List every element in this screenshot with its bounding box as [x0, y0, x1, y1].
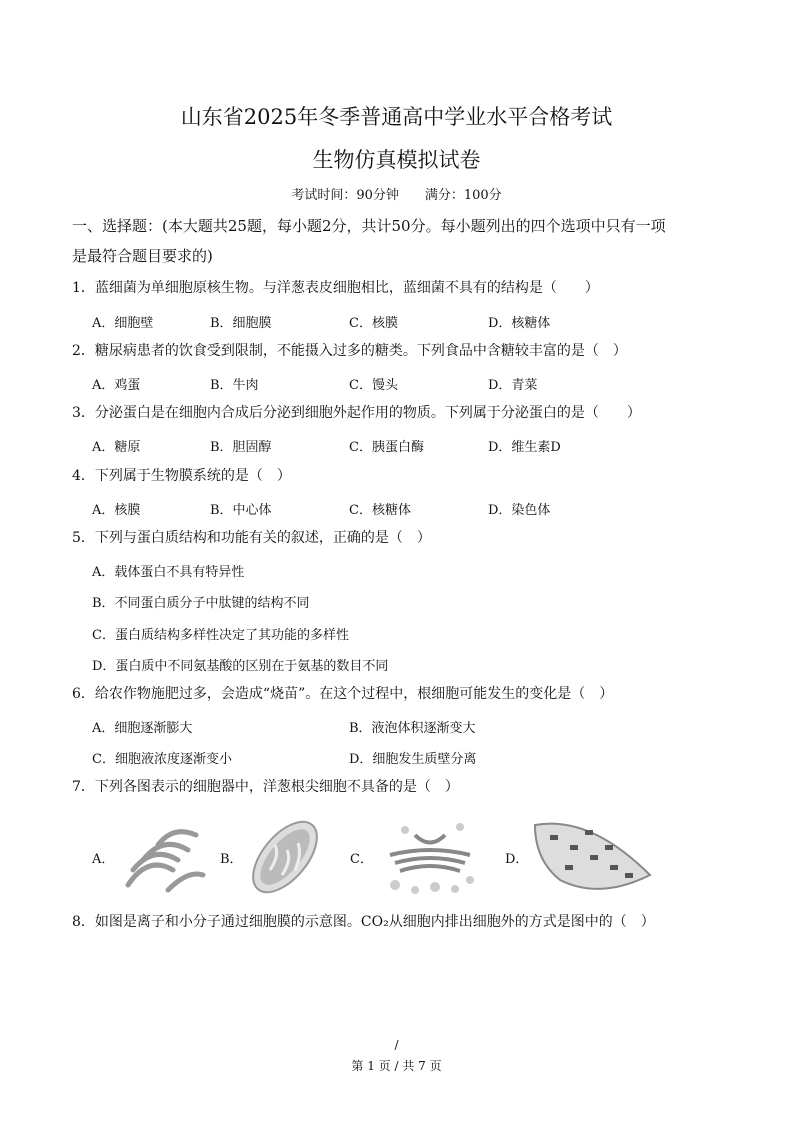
- chloroplast-image: [530, 815, 655, 895]
- section-heading-cont: 是最符合题目要求的): [72, 247, 213, 265]
- q7-option-b: B．: [220, 852, 243, 867]
- question-7: 7．下列各图表示的细胞器中，洋葱根尖细胞不具备的是（ ）: [72, 779, 459, 795]
- exam-title: 山东省2025年冬季普通高中学业水平合格考试: [180, 105, 613, 129]
- q1-option-b: B．细胞膜: [210, 316, 272, 331]
- q6-option-c: C．细胞液浓度逐渐变小: [92, 752, 232, 767]
- q3-option-a: A．糖原: [92, 440, 141, 455]
- q4-option-c: C．核糖体: [349, 503, 411, 518]
- q3-option-d: D．维生素D: [488, 440, 561, 455]
- q2-option-c: C．馒头: [349, 378, 398, 393]
- page-number: 第 1 页 / 共 7 页: [351, 1059, 442, 1073]
- question-2: 2．糖尿病患者的饮食受到限制，不能摄入过多的糖类。下列食品中含糖较丰富的是（ ）: [72, 343, 627, 359]
- q1-option-c: C．核膜: [349, 316, 398, 331]
- q3-option-b: B．胆固醇: [210, 440, 272, 455]
- q4-option-d: D．染色体: [488, 503, 551, 518]
- mitochondrion-image: [240, 815, 330, 900]
- q6-option-a: A．细胞逐渐膨大: [92, 721, 193, 736]
- q2-option-d: D．青菜: [488, 378, 538, 393]
- footer-mark: /: [394, 1038, 399, 1052]
- q2-option-a: A．鸡蛋: [92, 378, 141, 393]
- q7-option-c: C．: [350, 852, 373, 867]
- question-4: 4．下列属于生物膜系统的是（ ）: [72, 468, 291, 484]
- golgi-apparatus-image: [375, 815, 485, 900]
- q5-option-c: C．蛋白质结构多样性决定了其功能的多样性: [92, 628, 349, 643]
- q4-option-b: B．中心体: [210, 503, 272, 518]
- question-3: 3．分泌蛋白是在细胞内合成后分泌到细胞外起作用的物质。下列属于分泌蛋白的是（ ）: [72, 405, 641, 421]
- q7-option-d: D．: [505, 852, 529, 867]
- q7-option-a: A．: [92, 852, 115, 867]
- q5-option-b: B．不同蛋白质分子中肽键的结构不同: [92, 596, 310, 611]
- question-5: 5．下列与蛋白质结构和功能有关的叙述，正确的是（ ）: [72, 530, 431, 546]
- section-heading: 一、选择题：(本大题共25题，每小题2分，共计50分。每小题列出的四个选项中只有一项: [72, 217, 666, 235]
- q3-option-c: C．胰蛋白酶: [349, 440, 424, 455]
- question-8: 8．如图是离子和小分子通过细胞膜的示意图。CO₂从细胞内排出细胞外的方式是图中的（ ）: [72, 914, 655, 930]
- q4-option-a: A．核膜: [92, 503, 141, 518]
- q2-option-b: B．牛肉: [210, 378, 259, 393]
- q1-option-a: A．细胞壁: [92, 316, 154, 331]
- q5-option-d: D．蛋白质中不同氨基酸的区别在于氨基的数目不同: [92, 659, 389, 674]
- q1-option-d: D．核糖体: [488, 316, 551, 331]
- endoplasmic-reticulum-image: [118, 815, 208, 900]
- exam-subtitle: 生物仿真模拟试卷: [312, 148, 481, 172]
- question-1: 1．蓝细菌为单细胞原核生物。与洋葱表皮细胞相比，蓝细菌不具有的结构是（ ）: [72, 280, 599, 296]
- exam-info: 考试时间：90分钟 满分：100分: [291, 188, 502, 203]
- q6-option-d: D．细胞发生质壁分离: [349, 752, 477, 767]
- q6-option-b: B．液泡体积逐渐变大: [349, 721, 476, 736]
- q5-option-a: A．载体蛋白不具有特异性: [92, 565, 245, 580]
- question-6: 6．给农作物施肥过多，会造成“烧苗”。在这个过程中，根细胞可能发生的变化是（ ）: [72, 686, 614, 702]
